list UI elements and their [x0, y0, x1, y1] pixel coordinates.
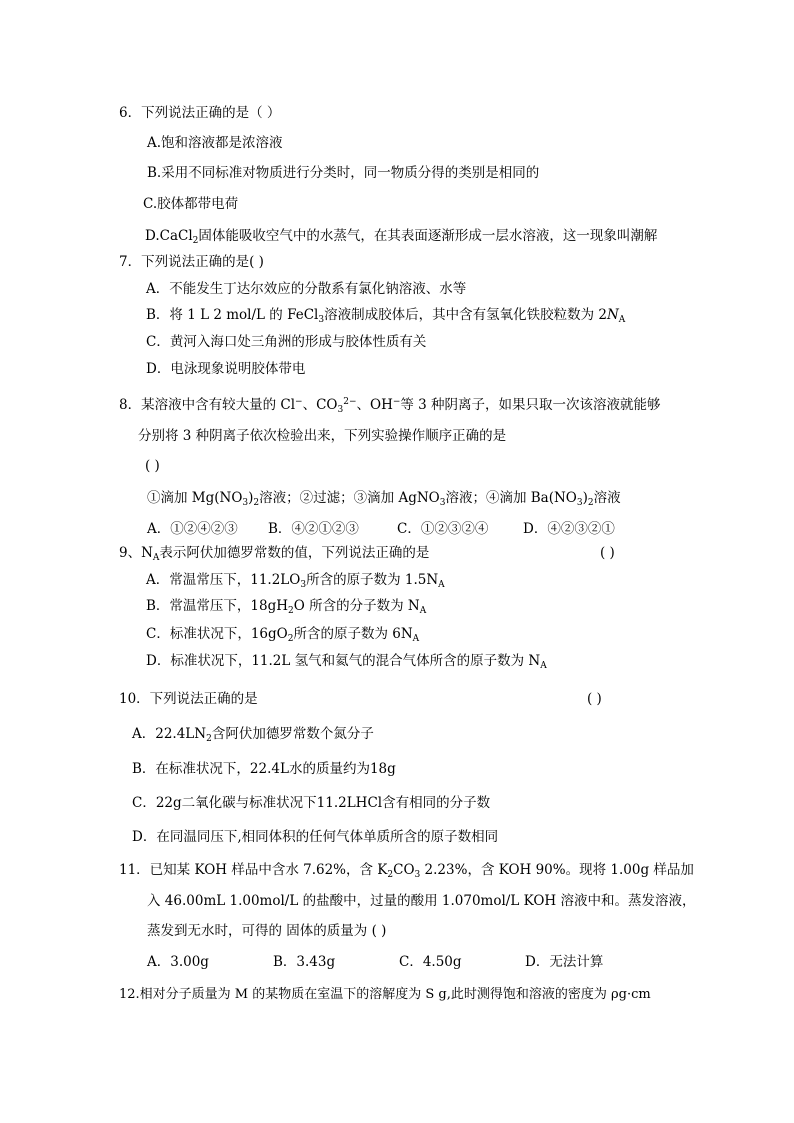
q11-option-d: D．无法计算 [525, 954, 604, 970]
q6-stem: 6．下列说法正确的是（ ） [119, 105, 281, 121]
q11-stem-line3: 蒸发到无水时，可得的 固体的质量为 ( ) [147, 923, 387, 939]
q9-option-c: C．标准状况下，$16gO_2$所含的原子数为 $6N_A$ [146, 626, 420, 644]
q8-option-c: C．①②③②④ [397, 521, 489, 537]
q8-option-d: D．④②③②① [523, 521, 615, 537]
q8-answer-parens: ( ) [145, 458, 160, 474]
q8-option-b: B．④②①②③ [268, 521, 359, 537]
q9-option-b: B．常温常压下，$18gH_2O$ 所含的分子数为 $N_A$ [146, 598, 427, 616]
q10-answer-parens: ( ) [587, 691, 602, 707]
q11-stem-line1: 11．已知某 KOH 样品中含水 7.62%，含 $K_2CO_3$ 2.23%，含 KOH 90%。现将 1.00g 样品加 [119, 862, 694, 880]
q9-answer-parens: ( ) [600, 545, 615, 561]
q8-operations: ①滴加 $Mg(NO_3)_2$溶液；②过滤；③滴加 AgNO$_3$溶液；④滴加 $Ba(NO_3)_2$溶液 [147, 490, 621, 508]
q6-option-d: D.CaCl$_2$固体能吸收空气中的水蒸气，在其表面逐渐形成一层水溶液，这一现象叫潮解 [145, 228, 658, 246]
q11-option-c: C．4.50g [399, 954, 462, 970]
q8-stem-line1: 8．某溶液中含有较大量的 Cl−、$CO_3^{2-}$、OH−等 3 种阴离子，如果只取一次该溶液就能够 [119, 397, 661, 415]
q10-option-c: C．22g二氧化碳与标准状况下11.2LHCl含有相同的分子数 [132, 795, 491, 811]
q10-option-b: B．在标准状况下，22.4L水的质量约为18g [132, 761, 396, 777]
q9-option-d: D．标准状况下，11.2L 氢气和氦气的混合气体所含的原子数为 $N_A$ [146, 653, 547, 671]
q12-stem-line1: 12.相对分子质量为 M 的某物质在室温下的溶解度为 S g,此时测得饱和溶液的密度为 ρg·cm [119, 987, 651, 1002]
q8-stem-line2: 分别将 3 种阴离子依次检验出来，下列实验操作顺序正确的是 [138, 428, 507, 444]
q7-option-a: A．不能发生丁达尔效应的分散系有氯化钠溶液、水等 [146, 281, 467, 297]
q11-option-a: A．3.00g [147, 954, 209, 970]
q10-option-a: A．$22.4LN_2$含阿伏加德罗常数个氮分子 [132, 726, 374, 744]
q6-option-a: A.饱和溶液都是浓溶液 [147, 135, 283, 151]
q10-stem: 10．下列说法正确的是 [119, 691, 258, 707]
q9-stem: 9、$N_A$表示阿伏加德罗常数的值，下列说法正确的是 [119, 545, 430, 563]
q7-option-c: C．黄河入海口处三角洲的形成与胶体性质有关 [146, 334, 427, 350]
q7-option-b: B．将 1 L 2 mol/L 的 FeCl$_3$溶液制成胶体后，其中含有氢氧化铁胶粒数为 $2N_A$ [146, 307, 626, 325]
q7-stem: 7．下列说法正确的是( ) [119, 254, 264, 270]
q9-option-a: A．常温常压下，$11.2LO_3$所含的原子数为 $1.5N_A$ [146, 572, 445, 590]
q6-option-c: C.胶体都带电荷 [143, 196, 239, 212]
q11-option-b: B．3.43g [273, 954, 336, 970]
q11-stem-line2: 入 46.00mL 1.00mol/L 的盐酸中，过量的酸用 1.070mol/L KOH 溶液中和。蒸发溶液， [147, 893, 696, 909]
q6-option-b: B.采用不同标准对物质进行分类时，同一物质分得的类别是相同的 [147, 165, 540, 181]
q7-option-d: D．电泳现象说明胶体带电 [146, 361, 306, 377]
q8-option-a: A．①②④②③ [147, 521, 238, 537]
q10-option-d: D．在同温同压下,相同体积的任何气体单质所含的原子数相同 [132, 829, 499, 845]
